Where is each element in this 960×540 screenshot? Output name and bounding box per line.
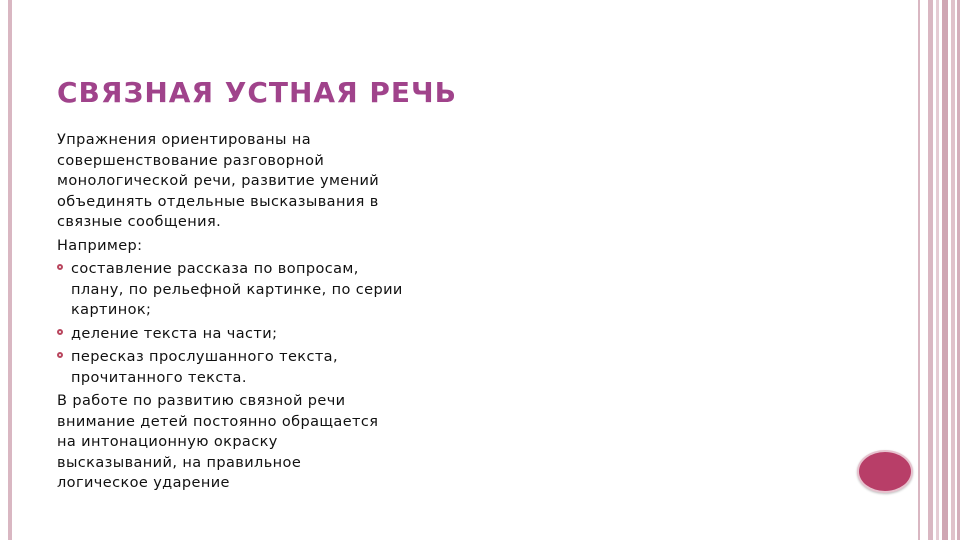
bullet-item bbox=[57, 347, 437, 388]
intro-line: монологической речи, развитие умений bbox=[57, 173, 380, 189]
decorative-circle-button[interactable] bbox=[857, 450, 913, 493]
closing-line: на интонационную окраску bbox=[57, 434, 278, 450]
bullet-line: пересказ прослушанного текста, bbox=[71, 349, 338, 365]
closing-line: внимание детей постоянно обращается bbox=[57, 413, 379, 430]
bullet-line: плану, по рельефной картинке, по серии bbox=[71, 281, 403, 298]
bullet-line: картинок; bbox=[71, 302, 152, 318]
bullet-item bbox=[57, 259, 437, 321]
bullet-line: деление текста на части; bbox=[71, 325, 278, 342]
left-border-stripe bbox=[8, 0, 12, 540]
bullet-item bbox=[57, 324, 437, 345]
intro-paragraph bbox=[57, 130, 437, 233]
ring-bullet-icon bbox=[57, 264, 63, 270]
intro-line: совершенствование разговорной bbox=[57, 152, 325, 169]
closing-line: высказываний, на правильное bbox=[57, 454, 302, 471]
bullet-line: составление рассказа по вопросам, bbox=[71, 261, 359, 277]
closing-line: В работе по развитию связной речи bbox=[57, 393, 346, 409]
bullet-line: прочитанного текста. bbox=[71, 369, 247, 386]
closing-line: логическое ударение bbox=[57, 475, 230, 491]
closing-paragraph bbox=[57, 391, 437, 494]
ring-bullet-icon bbox=[57, 352, 63, 358]
intro-line: Упражнения ориентированы на bbox=[57, 132, 312, 148]
slide-body bbox=[57, 130, 437, 497]
slide-title: СВЯЗНАЯ УСТНАЯ РЕЧЬ bbox=[57, 76, 458, 109]
intro-line: объединять отдельные высказывания в bbox=[57, 193, 379, 210]
example-label: Например: bbox=[57, 237, 143, 254]
ring-bullet-icon bbox=[57, 329, 63, 335]
intro-line: связные сообщения. bbox=[57, 214, 222, 230]
right-decorative-border bbox=[918, 0, 960, 540]
